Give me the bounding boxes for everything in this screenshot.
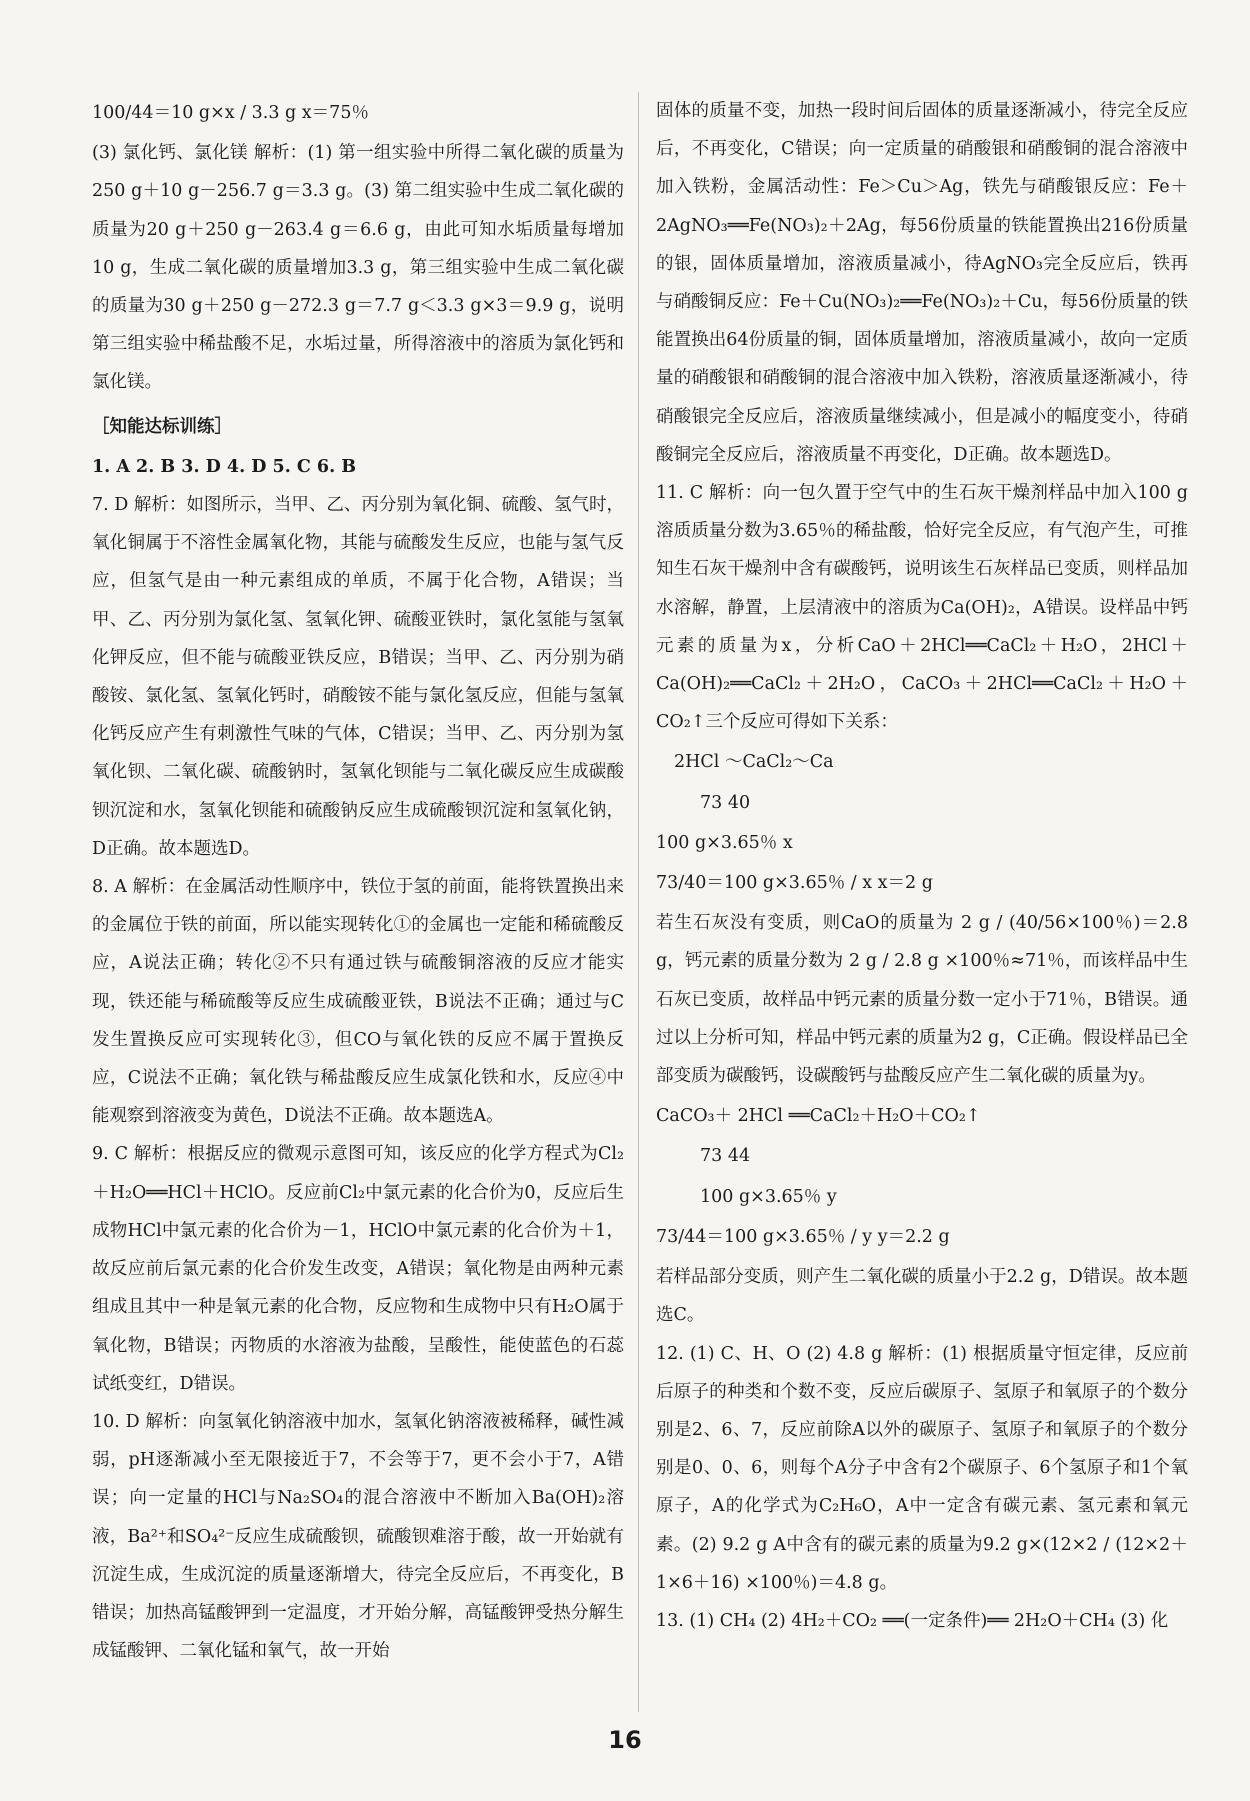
page-number: 16: [608, 1726, 642, 1754]
equation-line: 73 44: [700, 1146, 751, 1167]
equation-line: 73 40: [700, 792, 751, 813]
answer-paragraph: 7. D 解析：如图所示，当甲、乙、丙分别为氧化铜、硫酸、氢气时，氧化铜属于不溶性金属氧化物，其能与硫酸发生反应，也能与氢气反应，但氢气是由一种元素组成的单质，不属于化合物，A错误；当甲、乙、丙分别为氯化氢、氢氧化钾、硫酸亚铁时，氯化氢能与氢氧化钾反应，但不能与硫酸亚铁反应，B错误；当甲、乙、丙分别为硝酸铵、氯化氢、氢氧化钙时，硝酸铵不能与氯化氢反应，但能与氢氧化钙反应产生有刺激性气味的气体，C错误；当甲、乙、丙分别为氢氧化钡、二氧化碳、硫酸钠时，氢氧化钡能与二氧化碳反应生成碳酸钡沉淀和水，氢氧化钡能和硫酸钠反应生成硫酸钡沉淀和氢氧化钠，D正确。故本题选D。: [92, 495, 624, 859]
answer-paragraph: (3) 氯化钙、氯化镁 解析：(1) 第一组实验中所得二氧化碳的质量为250 g＋10 g－256.7 g＝3.3 g。(3) 第二组实验中生成二氧化碳的质量为20 g＋250 g－263.4 g＝6.6 g，由此可知水垢质量每增加10 g，生成二氧化碳的质量增加3.3 g，第三组实验中生成二氧化碳的质量为30 g＋250 g－272.3 g＝7.7 g＜3.3 g×3＝9.9 g，说明第三组实验中稀盐酸不足，水垢过量，所得溶液中的溶质为氯化钙和氯化镁。: [92, 143, 624, 393]
equation-line: 73/44＝100 g×3.65％ / y y＝2.2 g: [656, 1226, 950, 1247]
equation-line: 100/44＝10 g×x / 3.3 g x＝75％: [92, 103, 369, 123]
answer-paragraph: 若样品部分变质，则产生二氧化碳的质量小于2.2 g，D错误。故本题选C。: [656, 1267, 1188, 1326]
equation-line: CaCO₃＋ 2HCl ══CaCl₂＋H₂O＋CO₂↑: [656, 1106, 981, 1127]
answer-paragraph: 11. C 解析：向一包久置于空气中的生石灰干燥剂样品中加入100 g溶质质量分数为3.65％的稀盐酸，恰好完全反应，有气泡产生，可推知生石灰干燥剂中含有碳酸钙，说明该生石灰样品已变质，则样品加水溶解，静置，上层清液中的溶质为Ca(OH)₂，A错误。设样品中钙元素的质量为x，分析CaO＋2HCl══CaCl₂＋H₂O，2HCl＋Ca(OH)₂══CaCl₂＋2H₂O，CaCO₃＋2HCl══CaCl₂＋H₂O＋CO₂↑三个反应可得如下关系：: [656, 483, 1188, 733]
answer-paragraph: 1. A 2. B 3. D 4. D 5. C 6. B: [92, 456, 357, 477]
answer-paragraph: 8. A 解析：在金属活动性顺序中，铁位于氢的前面，能将铁置换出来的金属位于铁的前面，所以能实现转化①的金属也一定能和稀硫酸反应，A说法正确；转化②不只有通过铁与硫酸铜溶液的反应才能实现，铁还能与稀硫酸等反应生成硫酸亚铁，B说法不正确；通过与C发生置换反应可实现转化③，但CO与氧化铁的反应不属于置换反应，C说法不正确；氧化铁与稀盐酸反应生成氯化铁和水，反应④中能观察到溶液变为黄色，D说法不正确。故本题选A。: [92, 877, 624, 1127]
left-column: [92, 92, 624, 1670]
equation-line: 2HCl ～CaCl₂～Ca: [674, 752, 834, 773]
right-column: [656, 92, 1188, 1640]
answer-paragraph: 若生石灰没有变质，则CaO的质量为 2 g / (40/56×100％)＝2.8 g，钙元素的质量分数为 2 g / 2.8 g ×100％≈71％，而该样品中生石灰已变质，故样品中钙元素的质量分数一定小于71％，B错误。通过以上分析可知，样品中钙元素的质量为2 g，C正确。假设样品已全部变质为碳酸钙，设碳酸钙与盐酸反应产生二氧化碳的质量为y。: [656, 913, 1188, 1087]
equation-line: 100 g×3.65％ y: [700, 1186, 837, 1207]
answer-paragraph: 12. (1) C、H、O (2) 4.8 g 解析：(1) 根据质量守恒定律，反应前后原子的种类和个数不变，反应后碳原子、氢原子和氧原子的个数分别是2、6、7，反应前除A以外的碳原子、氢原子和氧原子的个数分别是0、0、6，则每个A分子中含有2个碳原子、6个氢原子和1个氧原子，A的化学式为C₂H₆O，A中一定含有碳元素、氢元素和氧元素。(2) 9.2 g A中含有的碳元素的质量为9.2 g×(12×2 / (12×2＋1×6＋16) ×100％)＝4.8 g。: [656, 1343, 1188, 1593]
equation-line: 100 g×3.65％ x: [656, 832, 793, 853]
column-divider: [638, 92, 639, 1712]
answer-paragraph: 固体的质量不变，加热一段时间后固体的质量逐渐减小，待完全反应后，不再变化，C错误；向一定质量的硝酸银和硝酸铜的混合溶液中加入铁粉，金属活动性：Fe＞Cu＞Ag，铁先与硝酸银反应：Fe＋2AgNO₃══Fe(NO₃)₂＋2Ag，每56份质量的铁能置换出216份质量的银，固体质量增加，溶液质量减小，待AgNO₃完全反应后，铁再与硝酸铜反应：Fe＋Cu(NO₃)₂══Fe(NO₃)₂＋Cu，每56份质量的铁能置换出64份质量的铜，固体质量增加，溶液质量减小，故向一定质量的硝酸银和硝酸铜的混合溶液中加入铁粉，溶液质量逐渐减小，待硝酸银完全反应后，溶液质量继续减小，但是减小的幅度变小，待硝酸铜完全反应后，溶液质量不再变化，D正确。故本题选D。: [656, 101, 1188, 465]
answer-paragraph: 9. C 解析：根据反应的微观示意图可知，该反应的化学方程式为Cl₂＋H₂O══HCl＋HClO。反应前Cl₂中氯元素的化合价为0，反应后生成物HCl中氯元素的化合价为－1，HClO中氯元素的化合价为＋1，故反应前后氯元素的化合价发生改变，A错误；氧化物是由两种元素组成且其中一种是氧元素的化合物，反应物和生成物中只有H₂O属于氧化物，B错误；丙物质的水溶液为盐酸，呈酸性，能使蓝色的石蕊试纸变红，D错误。: [92, 1144, 624, 1394]
answer-paragraph: 13. (1) CH₄ (2) 4H₂＋CO₂ ══(一定条件)══ 2H₂O＋CH₄ (3) 化: [656, 1610, 1169, 1631]
equation-line: 73/40＝100 g×3.65％ / x x＝2 g: [656, 873, 933, 894]
section-heading: ［知能达标训练］: [92, 416, 232, 437]
answer-paragraph: 10. D 解析：向氢氧化钠溶液中加水，氢氧化钠溶液被稀释，碱性减弱，pH逐渐减小至无限接近于7，不会等于7，更不会小于7，A错误；向一定量的HCl与Na₂SO₄的混合溶液中不断加入Ba(OH)₂溶液，Ba²⁺和SO₄²⁻反应生成硫酸钡，硫酸钡难溶于酸，故一开始就有沉淀生成，生成沉淀的质量逐渐增大，待完全反应后，不再变化，B错误；加热高锰酸钾到一定温度，才开始分解，高锰酸钾受热分解生成锰酸钾、二氧化锰和氧气，故一开始: [92, 1411, 624, 1662]
